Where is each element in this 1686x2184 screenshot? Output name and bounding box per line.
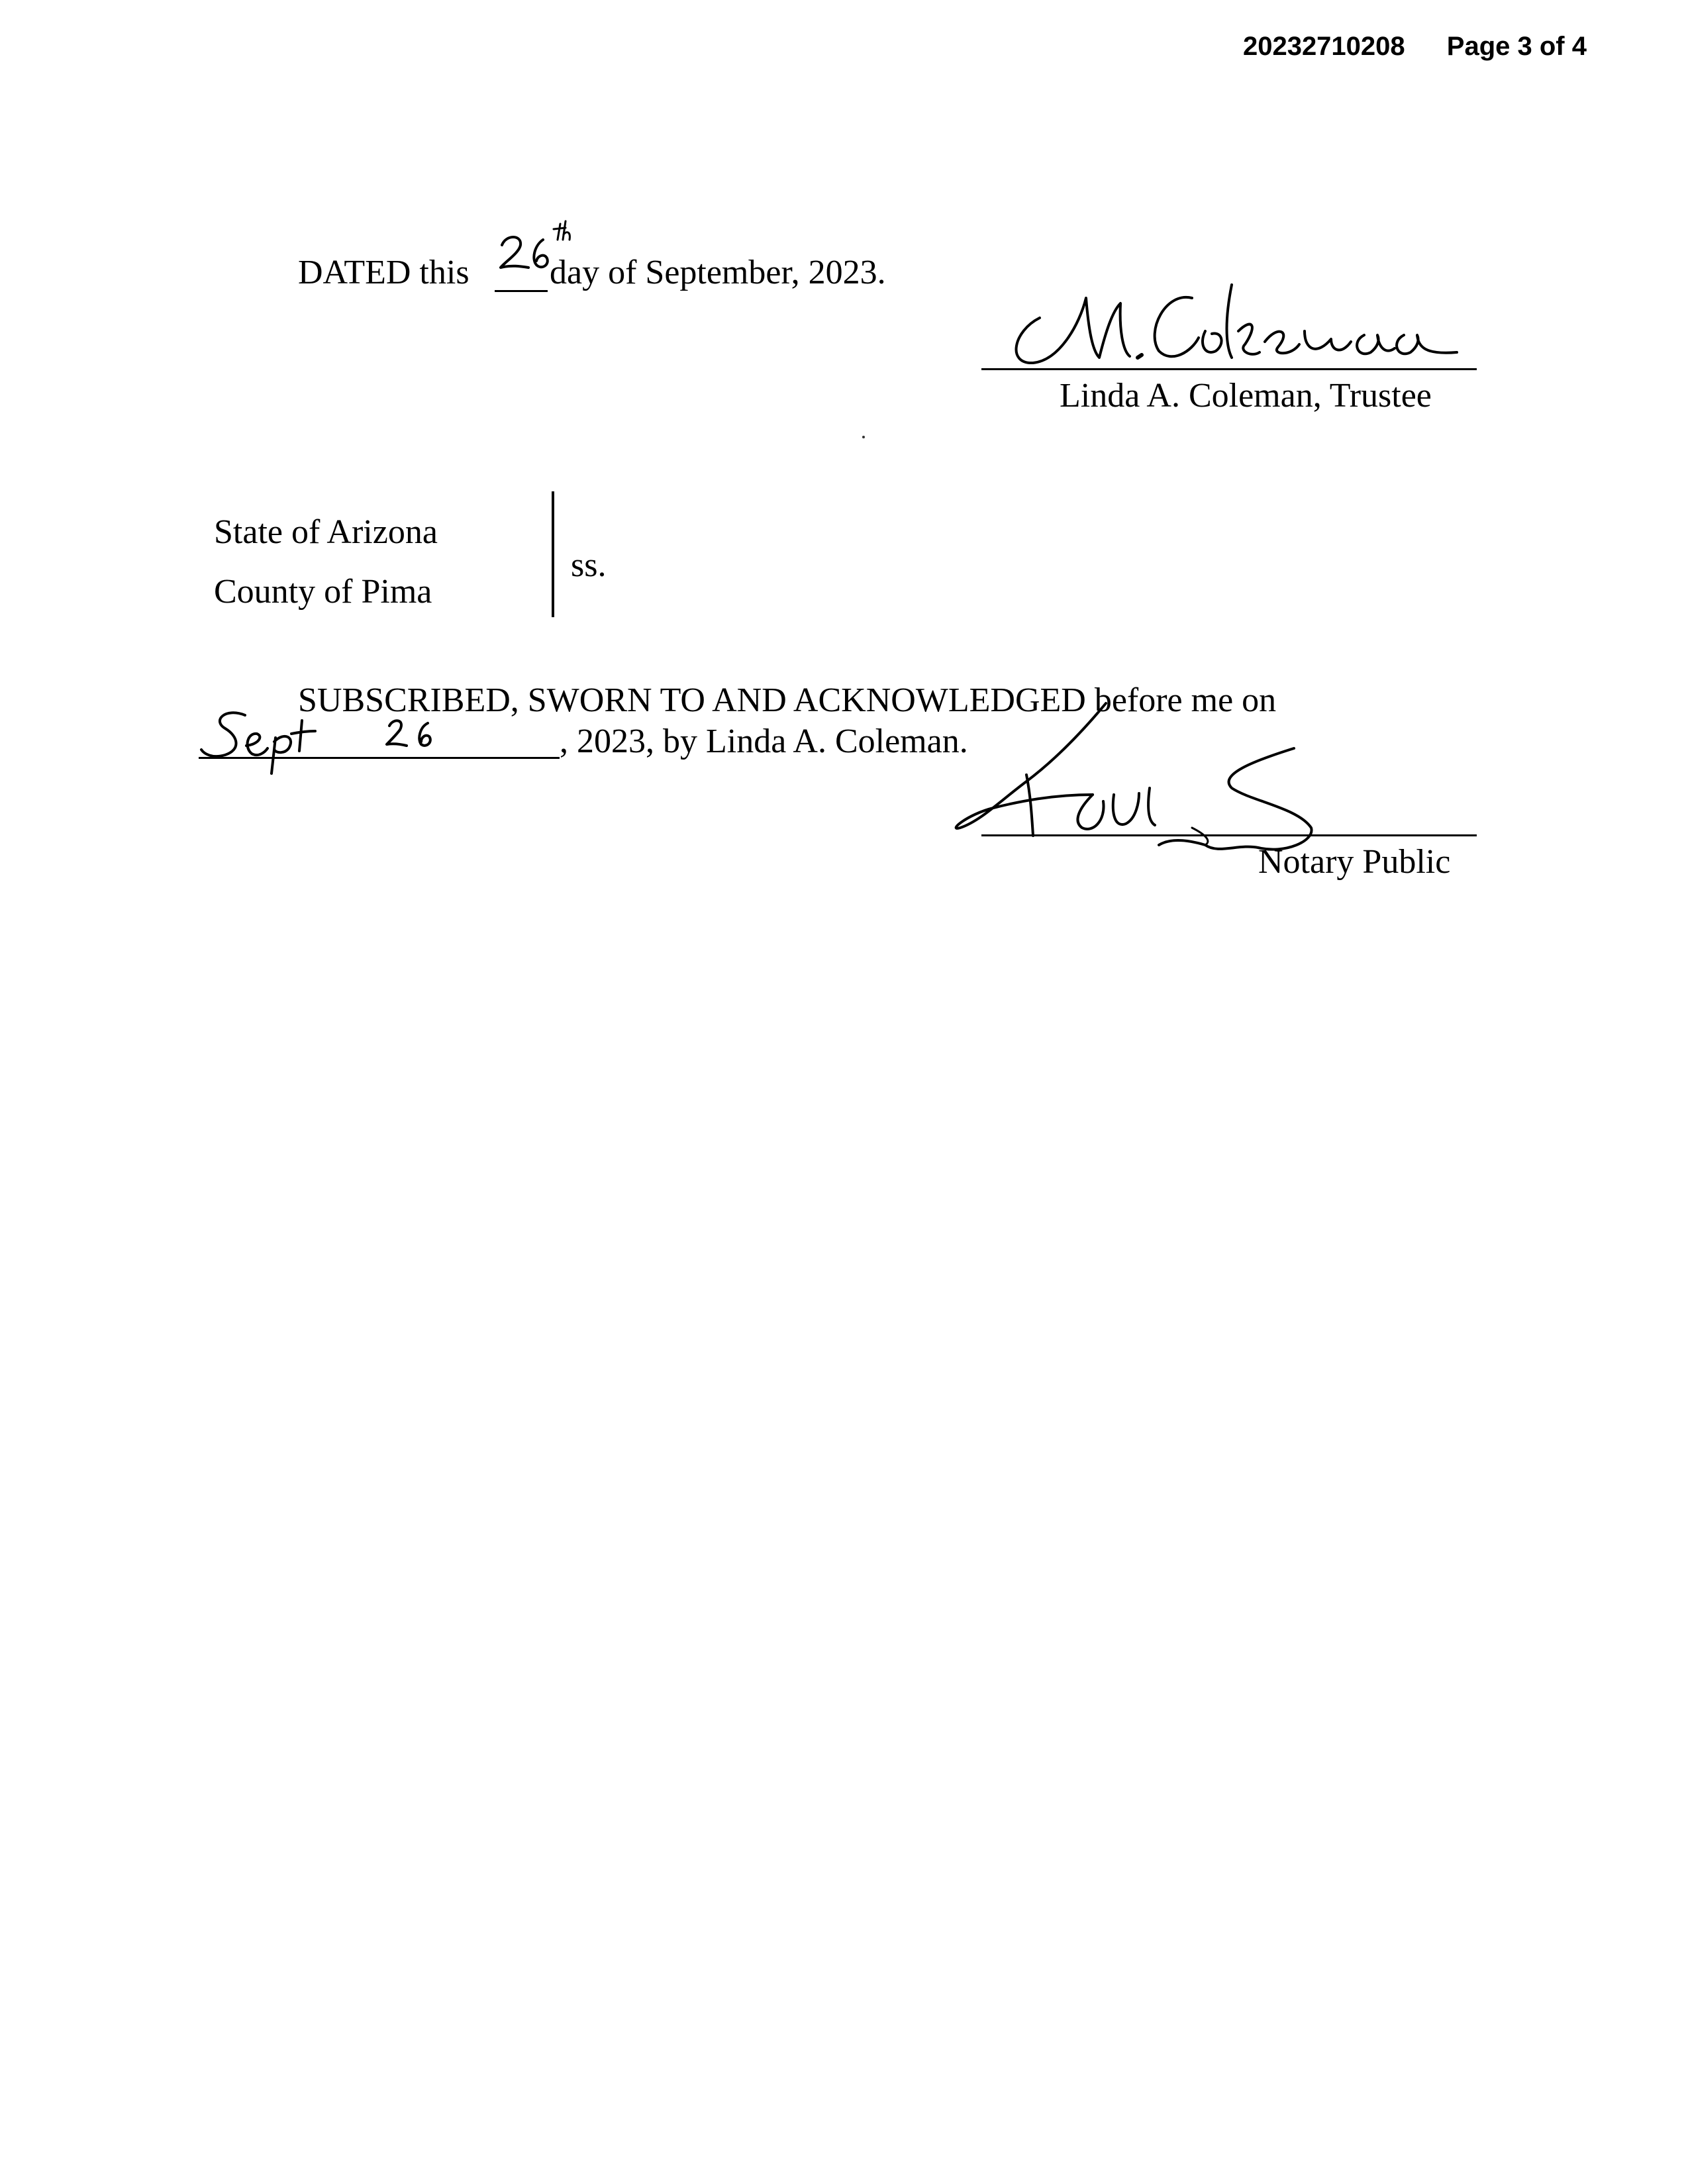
acknowledgment-line1: SUBSCRIBED, SWORN TO AND ACKNOWLEDGED before me on	[298, 681, 1277, 719]
trustee-signature	[1000, 278, 1463, 377]
venue-state: State of Arizona	[214, 513, 438, 551]
acknowledgment-line2: , 2023, by Linda A. Coleman.	[560, 722, 968, 760]
scan-speck	[862, 436, 865, 438]
page-label: Page 3 of 4	[1446, 32, 1587, 61]
handwritten-ack-date	[199, 707, 464, 780]
venue-ss: ss.	[571, 546, 607, 584]
notary-label: Notary Public	[1258, 843, 1451, 881]
trustee-signature-line	[981, 368, 1477, 370]
notary-signature	[940, 695, 1311, 874]
page-header	[1243, 32, 1587, 62]
dated-prefix: DATED this	[298, 254, 470, 291]
venue-county: County of Pima	[214, 573, 432, 611]
trustee-label: Linda A. Coleman, Trustee	[1060, 377, 1432, 415]
dated-suffix: day of September, 2023.	[550, 254, 886, 291]
notary-signature-line	[981, 834, 1477, 836]
venue-bracket	[552, 491, 554, 617]
document-number: 20232710208	[1242, 32, 1405, 61]
